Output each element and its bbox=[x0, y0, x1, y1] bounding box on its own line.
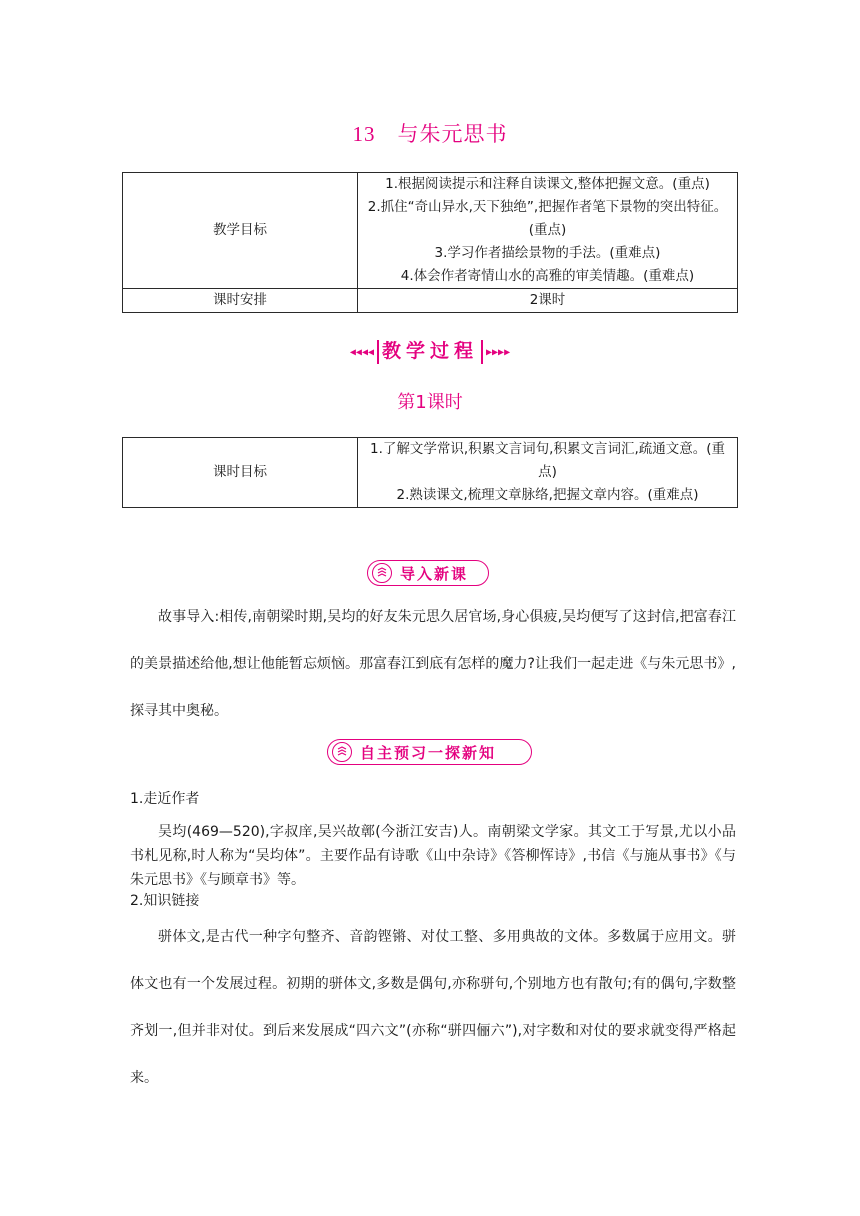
book-stack-icon bbox=[372, 563, 392, 583]
item2-paragraph: 骈体文,是古代一种字句整齐、音韵铿锵、对仗工整、多用典故的文体。多数属于应用文。骈体文也有一个发展过程。初期的骈体文,多数是偶句,亦称骈句,个别地方也有散句;有的偶句,字数整齐划一,但并非对仗。到后来发展成“四六文”(亦称“骈四俪六”),对字数和对仗的要求就变得严格起来。 bbox=[130, 929, 736, 1086]
teaching-goals-label: 教学目标 bbox=[123, 173, 358, 289]
banner-text: 教学过程 bbox=[381, 340, 478, 362]
teaching-process-banner bbox=[0, 336, 860, 364]
section-preview-label: 自主预习一探新知 bbox=[360, 743, 497, 762]
lesson-number: 13 bbox=[352, 122, 376, 146]
item2-heading: 2.知识链接 bbox=[130, 893, 200, 909]
goal-item: 1.根据阅读提示和注释自读课文,整体把握文意。(重点) bbox=[385, 176, 710, 192]
intro-paragraph: 故事导入:相传,南朝梁时期,吴均的好友朱元思久居官场,身心俱疲,吴均便写了这封信,把富春江的美景描述给他,想让他能暂忘烦恼。那富春江到底有怎样的魔力?让我们一起走进《与朱元思书》,探寻其中奥秘。 bbox=[130, 609, 736, 719]
divider bbox=[481, 340, 483, 364]
page-title bbox=[0, 118, 860, 148]
goal-item: 3.学习作者描绘景物的手法。(重难点) bbox=[434, 245, 661, 261]
divider bbox=[377, 340, 379, 364]
item1-paragraph: 吴均(469—520),字叔庠,吴兴故鄣(今浙江安吉)人。南朝梁文学家。其文工于写景,尤以小品书札见称,时人称为“吴均体”。主要作品有诗歌《山中杂诗》《答柳恽诗》,书信《与施从事书》《与朱元思书》《与顾章书》等。 bbox=[130, 824, 736, 888]
lesson-goals-label: 课时目标 bbox=[123, 438, 358, 508]
teaching-goals-cell bbox=[358, 173, 738, 289]
goal-item: 2.抓住“奇山异水,天下独绝”,把握作者笔下景物的突出特征。(重点) bbox=[367, 199, 728, 238]
schedule-label: 课时安排 bbox=[123, 289, 358, 313]
lesson-goal-item: 2.熟读课文,梳理文章脉络,把握文章内容。(重难点) bbox=[396, 487, 699, 503]
teaching-goals-table bbox=[122, 172, 738, 313]
section-intro-label: 导入新课 bbox=[400, 564, 469, 583]
schedule-value: 2课时 bbox=[358, 289, 738, 313]
section-intro-pill bbox=[367, 560, 489, 586]
lesson-period-title: 第1课时 bbox=[397, 392, 463, 413]
goal-item: 4.体会作者寄情山水的高雅的审美情趣。(重难点) bbox=[400, 268, 695, 284]
right-arrows-icon: ▸▸▸▸ bbox=[486, 344, 511, 359]
item1-heading: 1.走近作者 bbox=[130, 791, 200, 807]
lesson-title: 与朱元思书 bbox=[397, 122, 508, 146]
lesson-goals-cell bbox=[358, 438, 738, 508]
left-arrows-icon: ◂◂◂◂ bbox=[349, 344, 374, 359]
lesson-goal-item: 1.了解文学常识,积累文言词句,积累文言词汇,疏通文意。(重点) bbox=[369, 441, 726, 480]
book-stack-icon bbox=[332, 742, 352, 762]
lesson-goals-table bbox=[122, 437, 738, 508]
section-preview-pill bbox=[327, 739, 532, 765]
